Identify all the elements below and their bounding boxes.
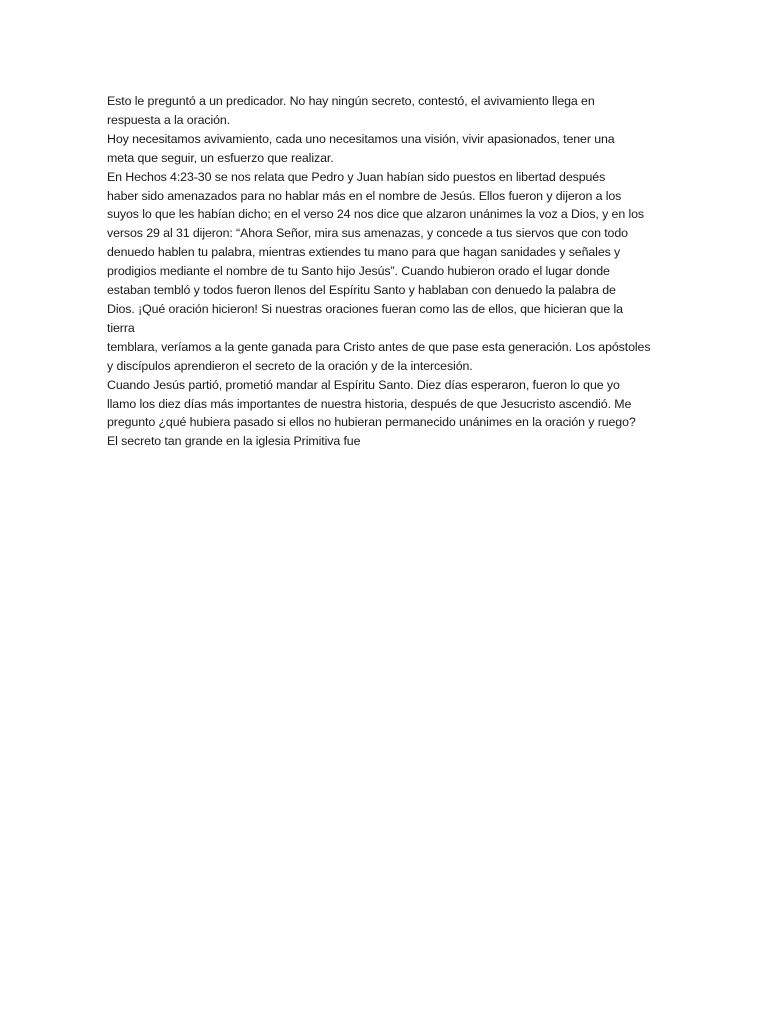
text-line: Hoy necesitamos avivamiento, cada uno necesitamos una visión, vivir apasionados, tener una [107, 131, 615, 146]
text-line: versos 29 al 31 dijeron: “Ahora Señor, mira sus amenazas, y concede a tus siervos que con todo [107, 226, 628, 241]
text-line: temblara, veríamos a la gente ganada para Cristo antes de que pase esta generación. Los apóstoles [107, 339, 651, 354]
text-line: Esto le preguntó a un predicador. No hay ningún secreto, contestó, el avivamiento llega en [107, 94, 595, 108]
text-line: haber sido amenazados para no hablar más en el nombre de Jesús. Ellos fueron y dijeron a los [107, 188, 622, 203]
text-line: llamo los diez días más importantes de nuestra historia, después de que Jesucristo ascendió. Me [107, 396, 632, 411]
text-line: meta que seguir, un esfuerzo que realizar. [107, 150, 334, 165]
text-line: Dios. ¡Qué oración hicieron! Si nuestras oraciones fueran como las de ellos, que hicieran que la [107, 301, 623, 316]
text-line: En Hechos 4:23-30 se nos relata que Pedro y Juan habían sido puestos en libertad después [107, 169, 606, 184]
text-line: prodigios mediante el nombre de tu Santo hijo Jesús”. Cuando hubieron orado el lugar donde [107, 264, 610, 279]
text-line: y discípulos aprendieron el secreto de la oración y de la intercesión. [107, 358, 473, 373]
body-text [107, 92, 677, 451]
text-line: El secreto tan grande en la iglesia Primitiva fue [107, 434, 361, 449]
text-line: tierra [107, 320, 135, 335]
text-line: Cuando Jesús partió, prometió mandar al Espíritu Santo. Diez días esperaron, fueron lo que yo [107, 377, 620, 392]
text-line: respuesta a la oración. [107, 112, 231, 127]
text-line: denuedo hablen tu palabra, mientras extiendes tu mano para que hagan sanidades y señales y [107, 245, 621, 260]
text-line: estaban tembló y todos fueron llenos del Espíritu Santo y hablaban con denuedo la palabra de [107, 283, 616, 298]
text-line: pregunto ¿qué hubiera pasado si ellos no hubieran permanecido unánimes en la oración y ruego? [107, 415, 636, 430]
text-line: suyos lo que les habían dicho; en el verso 24 nos dice que alzaron unánimes la voz a Dios, y en los [107, 207, 644, 222]
